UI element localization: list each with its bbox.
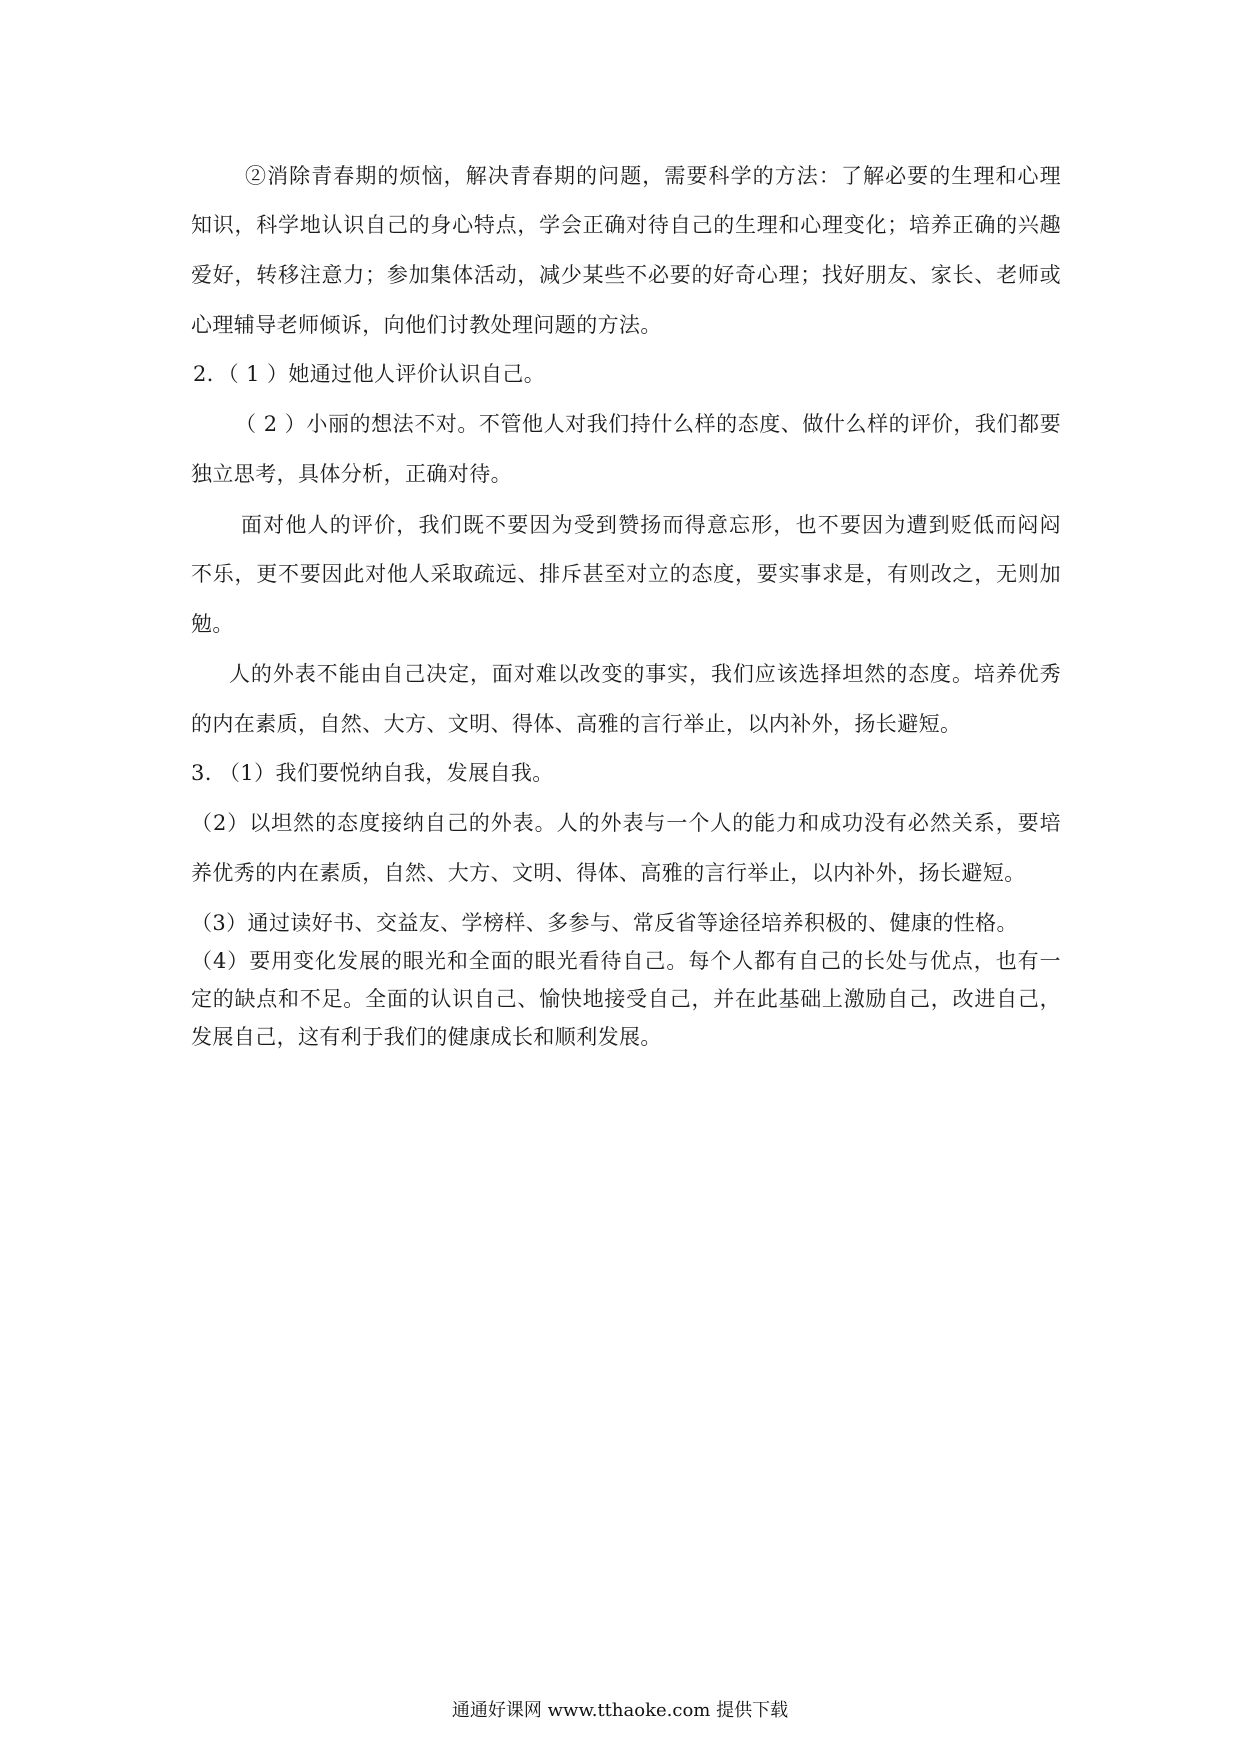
text-line-3: 爱好，转移注意力；参加集体活动，减少某些不必要的好奇心理；找好朋友、家长、老师或 bbox=[191, 263, 1061, 287]
text-line-10: 勉。 bbox=[191, 612, 234, 636]
text-line-16: （3）通过读好书、交益友、学榜样、多参与、常反省等途径培养积极的、健康的性格。 bbox=[191, 911, 1018, 935]
text-line-15: 养优秀的内在素质，自然、大方、文明、得体、高雅的言行举止，以内补外，扬长避短。 bbox=[191, 861, 1026, 885]
text-line-6: （ 2 ）小丽的想法不对。不管他人对我们持什么样的态度、做什么样的评价，我们都要 bbox=[235, 412, 1061, 436]
text-line-2: 知识，科学地认识自己的身心特点，学会正确对待自己的生理和心理变化；培养正确的兴趣 bbox=[191, 213, 1061, 237]
text-line-8: 面对他人的评价，我们既不要因为受到赞扬而得意忘形，也不要因为遭到贬低而闷闷 bbox=[241, 513, 1061, 537]
text-line-4: 心理辅导老师倾诉，向他们讨教处理问题的方法。 bbox=[191, 313, 662, 337]
text-line-9: 不乐，更不要因此对他人采取疏远、排斥甚至对立的态度，要实事求是，有则改之，无则加 bbox=[191, 562, 1061, 586]
text-line-19: 发展自己，这有利于我们的健康成长和顺利发展。 bbox=[191, 1025, 662, 1049]
text-line-17: （4）要用变化发展的眼光和全面的眼光看待自己。每个人都有自己的长处与优点，也有一 bbox=[191, 949, 1061, 973]
text-line-5: 2．（ 1 ）她通过他人评价认识自己。 bbox=[193, 362, 546, 386]
text-line-1: ②消除青春期的烦恼，解决青春期的问题，需要科学的方法：了解必要的生理和心理 bbox=[245, 164, 1061, 188]
text-line-13: 3. （1）我们要悦纳自我，发展自我。 bbox=[191, 761, 554, 785]
text-line-18: 定的缺点和不足。全面的认识自己、愉快地接受自己，并在此基础上激励自己，改进自己， bbox=[191, 987, 1061, 1011]
text-line-12: 的内在素质，自然、大方、文明、得体、高雅的言行举止，以内补外，扬长避短。 bbox=[191, 712, 962, 736]
footer-watermark: 通通好课网 www.tthaoke.com 提供下载 bbox=[451, 1700, 789, 1721]
text-line-7: 独立思考，具体分析，正确对待。 bbox=[191, 462, 512, 486]
text-line-14: （2）以坦然的态度接纳自己的外表。人的外表与一个人的能力和成功没有必然关系，要培 bbox=[191, 811, 1061, 835]
text-line-11: 人的外表不能由自己决定，面对难以改变的事实，我们应该选择坦然的态度。培养优秀 bbox=[229, 662, 1061, 686]
